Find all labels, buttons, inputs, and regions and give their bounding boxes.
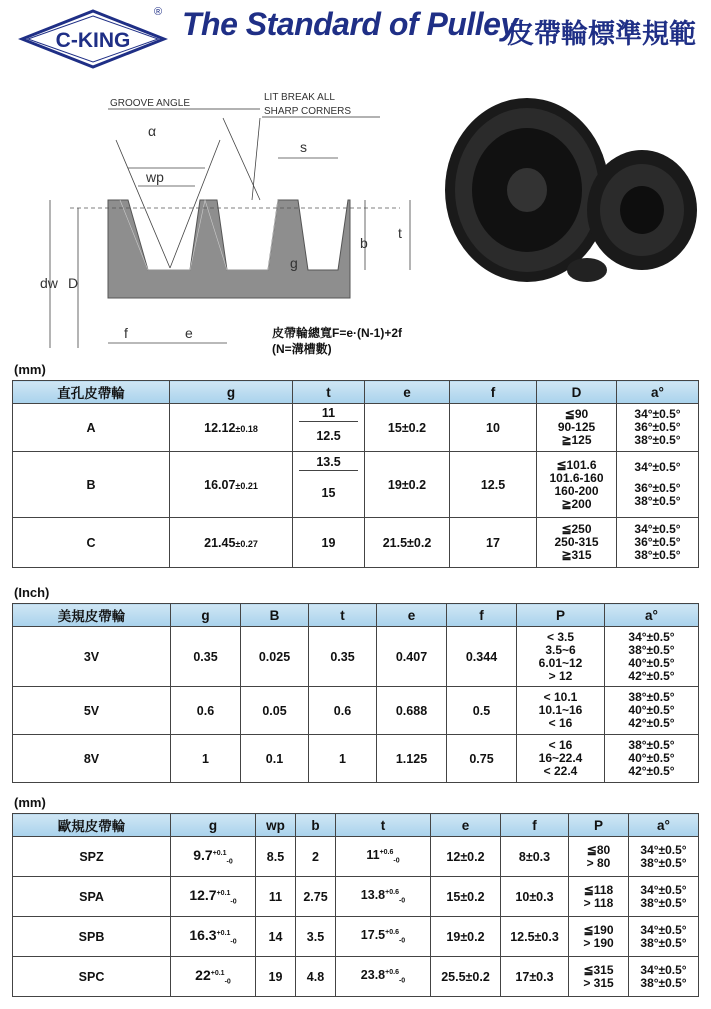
b-cell: 2.75 [296, 877, 336, 917]
table-row [13, 404, 699, 452]
header-cell: a° [629, 814, 699, 837]
header-cell: b [296, 814, 336, 837]
table-row [13, 452, 699, 518]
e-cell: 15±0.2 [365, 404, 450, 452]
header-cell: P [569, 814, 629, 837]
registered-mark: ® [154, 6, 163, 18]
label-wp: wp [146, 169, 164, 185]
label-alpha: α [148, 123, 157, 139]
brand-name: C-KING [55, 29, 131, 52]
t-cell: 11 12.5 [293, 404, 365, 452]
header-cell: f [450, 381, 537, 404]
e-cell: 12±0.2 [431, 837, 501, 877]
b-cell: 3.5 [296, 917, 336, 957]
table-row [13, 518, 699, 568]
belt-type: SPB [13, 917, 171, 957]
t-cell: $13.8^{+0.6}_{-0}$ [336, 877, 431, 917]
f-cell: 8±0.3 [501, 837, 569, 877]
belt-type: SPA [13, 877, 171, 917]
g-cell: 21.45±0.27 [170, 518, 293, 568]
angle-cell: 34°±0.5° 38°±0.5° [629, 957, 699, 997]
f-cell: 17 [450, 518, 537, 568]
g-cell: 1 [171, 735, 241, 783]
wp-cell: 11 [256, 877, 296, 917]
belt-type: SPC [13, 957, 171, 997]
e-cell: 21.5±0.2 [365, 518, 450, 568]
header-cell: e [431, 814, 501, 837]
groove-diagram [20, 88, 420, 353]
label-g: g [290, 255, 298, 271]
table2-unit: (Inch) [14, 585, 50, 600]
label-dw: dw [40, 275, 58, 291]
belt-type: C [13, 518, 170, 568]
formula-line-2: (N=溝槽數) [272, 342, 332, 356]
f-cell: 10 [450, 404, 537, 452]
e-cell: 0.688 [377, 687, 447, 735]
header-cell: P [517, 604, 605, 627]
d-cell: ≦250 250-315 ≧315 [537, 518, 617, 568]
g-cell: $22^{+0.1}_{-0}$ [171, 957, 256, 997]
e-cell: 1.125 [377, 735, 447, 783]
header-cell: 歐規皮帶輪 [13, 814, 171, 837]
corners-label-1: LIT BREAK ALL [264, 92, 335, 103]
table-row [13, 837, 699, 877]
f-cell: 10±0.3 [501, 877, 569, 917]
title-english: The Standard of Pulley [182, 6, 518, 42]
belt-type: 8V [13, 735, 171, 783]
header-cell: t [336, 814, 431, 837]
e-cell: 19±0.2 [431, 917, 501, 957]
angle-cell: 34°±0.5° 36°±0.5° 38°±0.5° [617, 518, 699, 568]
header-cell: g [170, 381, 293, 404]
belt-type: 3V [13, 627, 171, 687]
header-cell: g [171, 814, 256, 837]
B-cell: 0.025 [241, 627, 309, 687]
table1-unit: (mm) [14, 362, 46, 377]
p-cell: < 3.5 3.5~6 6.01~12 > 12 [517, 627, 605, 687]
e-cell: 0.407 [377, 627, 447, 687]
header-cell: g [171, 604, 241, 627]
g-cell: $16.3^{+0.1}_{-0}$ [171, 917, 256, 957]
t-cell: $11^{+0.6}_{-0}$ [336, 837, 431, 877]
header-cell: a° [605, 604, 699, 627]
g-cell: $12.7^{+0.1}_{-0}$ [171, 877, 256, 917]
angle-cell: 34°±0.5° 38°±0.5° [629, 917, 699, 957]
angle-cell: 34°±0.5° 38°±0.5° 40°±0.5° 42°±0.5° [605, 627, 699, 687]
label-t: t [398, 225, 402, 241]
formula-line-1: 皮帶輪總寬F=e·(N-1)+2f [272, 326, 403, 340]
table-row [13, 687, 699, 735]
header-cell: f [501, 814, 569, 837]
groove-angle-label: GROOVE ANGLE [110, 98, 191, 109]
b-cell: 2 [296, 837, 336, 877]
g-cell: 12.12±0.18 [170, 404, 293, 452]
b-cell: 4.8 [296, 957, 336, 997]
corners-label-2: SHARP CORNERS [264, 106, 352, 117]
wp-cell: 19 [256, 957, 296, 997]
p-cell: < 10.1 10.1~16 < 16 [517, 687, 605, 735]
table-row [13, 735, 699, 783]
header-cell: t [293, 381, 365, 404]
d-cell: ≦90 90-125 ≧125 [537, 404, 617, 452]
belt-type: B [13, 452, 170, 518]
B-cell: 0.1 [241, 735, 309, 783]
table-row [13, 917, 699, 957]
g-cell: $9.7^{+0.1}_{-0}$ [171, 837, 256, 877]
header-cell: B [241, 604, 309, 627]
e-cell: 15±0.2 [431, 877, 501, 917]
label-s: s [300, 139, 307, 155]
p-cell: ≦80 > 80 [569, 837, 629, 877]
belt-type: A [13, 404, 170, 452]
brand-logo [18, 8, 168, 70]
label-e: e [185, 325, 193, 341]
header-cell: e [377, 604, 447, 627]
t-cell: 13.5 15 [293, 452, 365, 518]
belt-type: SPZ [13, 837, 171, 877]
title-chinese: 皮帶輪標準規範 [507, 19, 696, 49]
header-cell: a° [617, 381, 699, 404]
header-cell: D [537, 381, 617, 404]
f-cell: 17±0.3 [501, 957, 569, 997]
f-cell: 0.5 [447, 687, 517, 735]
t-cell: 19 [293, 518, 365, 568]
wp-cell: 14 [256, 917, 296, 957]
angle-cell: 34°±0.5° 38°±0.5° [629, 877, 699, 917]
B-cell: 0.05 [241, 687, 309, 735]
f-cell: 12.5 [450, 452, 537, 518]
t-cell: 0.35 [309, 627, 377, 687]
t-cell: 0.6 [309, 687, 377, 735]
angle-cell: 38°±0.5° 40°±0.5° 42°±0.5° [605, 687, 699, 735]
table-row [13, 627, 699, 687]
header-cell: wp [256, 814, 296, 837]
p-cell: ≦118 > 118 [569, 877, 629, 917]
angle-cell: 34°±0.5° 38°±0.5° [629, 837, 699, 877]
header-cell: e [365, 381, 450, 404]
f-cell: 0.75 [447, 735, 517, 783]
g-cell: 16.07±0.21 [170, 452, 293, 518]
f-cell: 12.5±0.3 [501, 917, 569, 957]
table3-unit: (mm) [14, 795, 46, 810]
g-cell: 0.35 [171, 627, 241, 687]
t-cell: $23.8^{+0.6}_{-0}$ [336, 957, 431, 997]
header-cell: f [447, 604, 517, 627]
header-cell: 美規皮帶輪 [13, 604, 171, 627]
angle-cell: 38°±0.5° 40°±0.5° 42°±0.5° [605, 735, 699, 783]
table-row [13, 957, 699, 997]
width-formula [272, 325, 402, 357]
e-cell: 25.5±0.2 [431, 957, 501, 997]
label-D: D [68, 275, 79, 291]
t-cell: $17.5^{+0.6}_{-0}$ [336, 917, 431, 957]
e-cell: 19±0.2 [365, 452, 450, 518]
header-cell: t [309, 604, 377, 627]
eu-standard-table [12, 813, 699, 997]
t-cell: 1 [309, 735, 377, 783]
belt-type: 5V [13, 687, 171, 735]
table-row [13, 877, 699, 917]
pulley-photo [437, 80, 699, 300]
angle-cell: 34°±0.5° 36°±0.5° 38°±0.5° [617, 452, 699, 518]
p-cell: < 16 16~22.4 < 22.4 [517, 735, 605, 783]
label-f: f [124, 325, 128, 341]
header-cell: 直孔皮帶輪 [13, 381, 170, 404]
angle-cell: 34°±0.5° 36°±0.5° 38°±0.5° [617, 404, 699, 452]
p-cell: ≦315 > 315 [569, 957, 629, 997]
wp-cell: 8.5 [256, 837, 296, 877]
label-b: b [360, 235, 368, 251]
us-standard-table [12, 603, 699, 783]
g-cell: 0.6 [171, 687, 241, 735]
d-cell: ≦101.6 101.6-160 160-200 ≧200 [537, 452, 617, 518]
p-cell: ≦190 > 190 [569, 917, 629, 957]
f-cell: 0.344 [447, 627, 517, 687]
straight-bore-table [12, 380, 699, 568]
